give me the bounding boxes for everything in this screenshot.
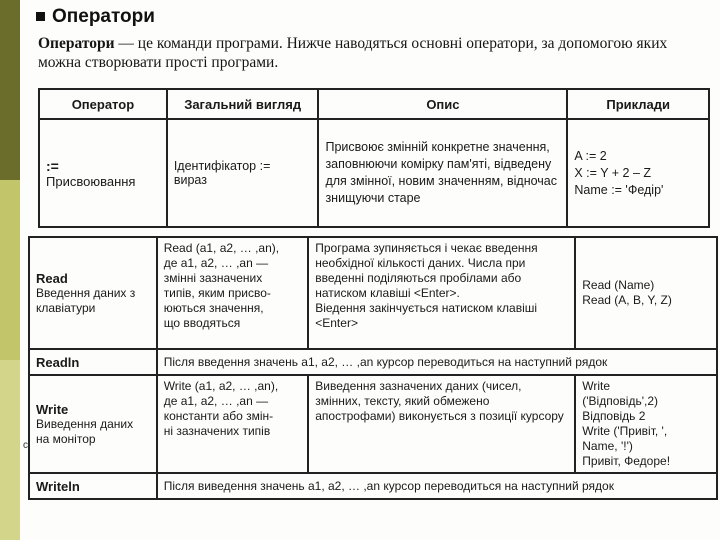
writeln-name: Writeln [36, 478, 80, 494]
readln-name: Readln [36, 354, 80, 370]
sidebar-light-band [0, 360, 20, 540]
sidebar-mid-band [0, 180, 20, 360]
heading-text: Оператори [52, 6, 155, 27]
header-description: Опис [318, 89, 567, 119]
writeln-operator-cell [29, 473, 157, 499]
operators-table-top [38, 88, 710, 228]
table-row [29, 349, 717, 375]
read-desc-cell: Програма зупиняється і чекає введення необхідної кількості даних. Числа при введенні поділяються пробілами або натиском клавіші <Enter>. Віедення закінчується натиском клавіші <Enter> [308, 237, 575, 349]
intro-paragraph [38, 34, 708, 72]
operators-table-bottom [28, 236, 718, 500]
table-row [29, 375, 717, 473]
table-header-row [39, 89, 709, 119]
assign-examples-cell: A := 2 X := Y + 2 – Z Name := 'Федір' [567, 119, 709, 227]
write-name: Write [36, 401, 69, 417]
intro-text: — це команди програми. Нижче наводяться основні оператори, за допомогою яких можна створювати прості програми. [38, 35, 668, 71]
write-op-desc: Виведення даних на монітор [36, 416, 134, 446]
writeln-desc-cell: Після виведення значень a1, a2, … ,an курсор переводиться на наступний рядок [157, 473, 717, 499]
write-form-cell: Write (a1, a2, … ,an), де a1, a2, … ,an — константи або змін- ні зазначених типів [157, 375, 309, 473]
assign-desc-cell: Присвоює змінній конкретне значення, заповнюючи комірку пам'яті, відведену для змінної, новим значенням, відночас знищуючи старе [318, 119, 567, 227]
read-name: Read [36, 270, 68, 286]
readln-operator-cell [29, 349, 157, 375]
read-op-desc: Введення даних з клавіатури [36, 285, 136, 315]
margin-mark: c [23, 440, 28, 451]
header-form: Загальний вигляд [167, 89, 319, 119]
read-form-cell: Read (a1, a2, … ,an), де a1, a2, … ,an — змінні зазначених типів, яким присво- юються значення, що вводяться [157, 237, 309, 349]
readln-desc-cell: Після введення значень a1, a2, … ,an курсор переводиться на наступний рядок [157, 349, 717, 375]
page-heading [36, 6, 155, 28]
table-row [29, 237, 717, 349]
intro-term: Оператори [38, 35, 115, 52]
write-desc-cell: Виведення зазначених даних (чисел, змінних, тексту, який обмежено апострофами) виконується з позиції курсору [308, 375, 575, 473]
read-examples-cell: Read (Name) Read (A, B, Y, Z) [575, 237, 717, 349]
table-row [29, 473, 717, 499]
write-examples-cell: Write ('Відповідь',2) Відповідь 2 Write ('Привіт, ', Name, '!') Привіт, Федоре! [575, 375, 717, 473]
assign-operator-cell [39, 119, 167, 227]
header-operator: Оператор [39, 89, 167, 119]
header-examples: Приклади [567, 89, 709, 119]
read-operator-cell [29, 237, 157, 349]
table-row [39, 119, 709, 227]
assign-form-cell: Ідентифікатор := вираз [167, 119, 319, 227]
write-operator-cell [29, 375, 157, 473]
sidebar-dark-band [0, 0, 20, 180]
slide-sidebar [0, 0, 20, 540]
assign-symbol: := [46, 157, 59, 174]
bullet-square-icon [36, 12, 45, 21]
assign-name: Присвоювання [46, 173, 136, 189]
